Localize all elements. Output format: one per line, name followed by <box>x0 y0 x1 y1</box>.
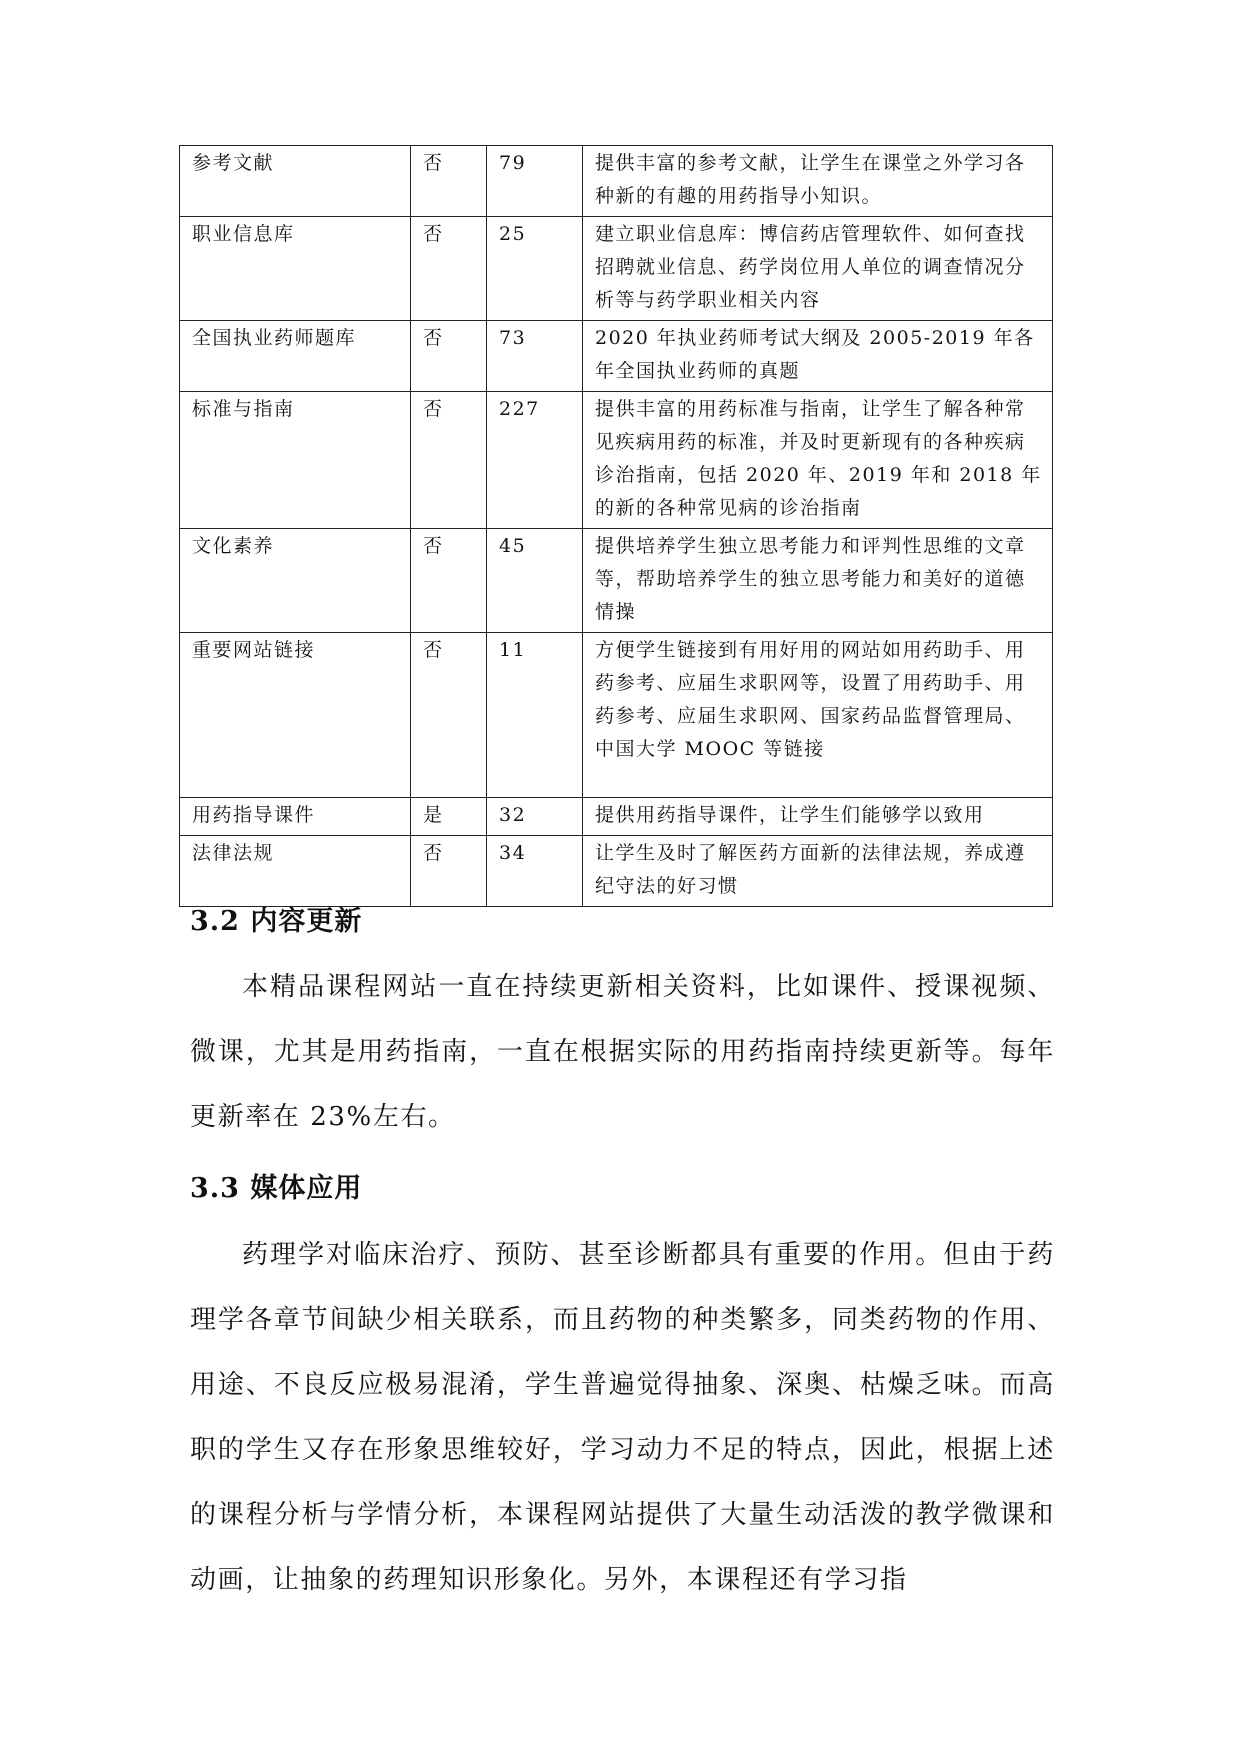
resource-flag-cell: 是 <box>411 798 487 836</box>
resource-count-cell: 32 <box>487 798 583 836</box>
resource-desc-cell: 提供丰富的用药标准与指南，让学生了解各种常见疾病用药的标准，并及时更新现有的各种疾病诊治指南，包括 2020 年、2019 年和 2018 年的新的各种常见病的诊治指南 <box>583 392 1053 529</box>
resource-count-cell: 79 <box>487 146 583 217</box>
resource-count-cell: 25 <box>487 217 583 321</box>
resource-count-cell: 34 <box>487 836 583 907</box>
table-row <box>180 392 1053 529</box>
resource-table-body <box>180 146 1053 907</box>
resource-name-cell: 标准与指南 <box>180 392 411 529</box>
resource-table <box>179 145 1053 907</box>
resource-name-cell: 文化素养 <box>180 529 411 633</box>
table-row <box>180 798 1053 836</box>
table-row <box>180 633 1053 798</box>
resource-desc-cell: 方便学生链接到有用好用的网站如用药助手、用药参考、应届生求职网等，设置了用药助手、用药参考、应届生求职网、国家药品监督管理局、中国大学 MOOC 等链接 <box>583 633 1053 798</box>
resource-flag-cell: 否 <box>411 836 487 907</box>
resource-name-cell: 重要网站链接 <box>180 633 411 798</box>
table-row <box>180 321 1053 392</box>
resource-name-cell: 职业信息库 <box>180 217 411 321</box>
resource-desc-cell: 2020 年执业药师考试大纲及 2005-2019 年各年全国执业药师的真题 <box>583 321 1053 392</box>
resource-count-cell: 227 <box>487 392 583 529</box>
section-paragraph-3-2: 本精品课程网站一直在持续更新相关资料，比如课件、授课视频、微课，尤其是用药指南，一直在根据实际的用药指南持续更新等。每年更新率在 23%左右。 <box>190 972 1055 1132</box>
table-row <box>180 217 1053 321</box>
section-paragraph-3-3: 药理学对临床治疗、预防、甚至诊断都具有重要的作用。但由于药理学各章节间缺少相关联系，而且药物的种类繁多，同类药物的作用、用途、不良反应极易混淆，学生普遍觉得抽象、深奥、枯燥乏味。而高职的学生又存在形象思维较好，学习动力不足的特点，因此，根据上述的课程分析与学情分析，本课程网站提供了大量生动活泼的教学微课和动画，让抽象的药理知识形象化。另外，本课程还有学习指 <box>190 1240 1055 1595</box>
resource-desc-cell: 建立职业信息库：博信药店管理软件、如何查找招聘就业信息、药学岗位用人单位的调查情况分析等与药学职业相关内容 <box>583 217 1053 321</box>
table-row <box>180 146 1053 217</box>
resource-flag-cell: 否 <box>411 321 487 392</box>
resource-count-cell: 45 <box>487 529 583 633</box>
resource-flag-cell: 否 <box>411 633 487 798</box>
resource-name-cell: 参考文献 <box>180 146 411 217</box>
resource-count-cell: 11 <box>487 633 583 798</box>
resource-flag-cell: 否 <box>411 217 487 321</box>
resource-name-cell: 全国执业药师题库 <box>180 321 411 392</box>
section-heading-3-3: 3.3 媒体应用 <box>190 1173 363 1204</box>
resource-desc-cell: 提供培养学生独立思考能力和评判性思维的文章等，帮助培养学生的独立思考能力和美好的道德情操 <box>583 529 1053 633</box>
resource-name-cell: 用药指导课件 <box>180 798 411 836</box>
table-row <box>180 836 1053 907</box>
section-heading-3-2: 3.2 内容更新 <box>190 906 363 937</box>
resource-flag-cell: 否 <box>411 529 487 633</box>
resource-name-cell: 法律法规 <box>180 836 411 907</box>
resource-desc-cell: 提供丰富的参考文献，让学生在课堂之外学习各种新的有趣的用药指导小知识。 <box>583 146 1053 217</box>
resource-flag-cell: 否 <box>411 392 487 529</box>
resource-count-cell: 73 <box>487 321 583 392</box>
resource-desc-cell: 让学生及时了解医药方面新的法律法规，养成遵纪守法的好习惯 <box>583 836 1053 907</box>
resource-flag-cell: 否 <box>411 146 487 217</box>
resource-desc-cell: 提供用药指导课件，让学生们能够学以致用 <box>583 798 1053 836</box>
table-row <box>180 529 1053 633</box>
